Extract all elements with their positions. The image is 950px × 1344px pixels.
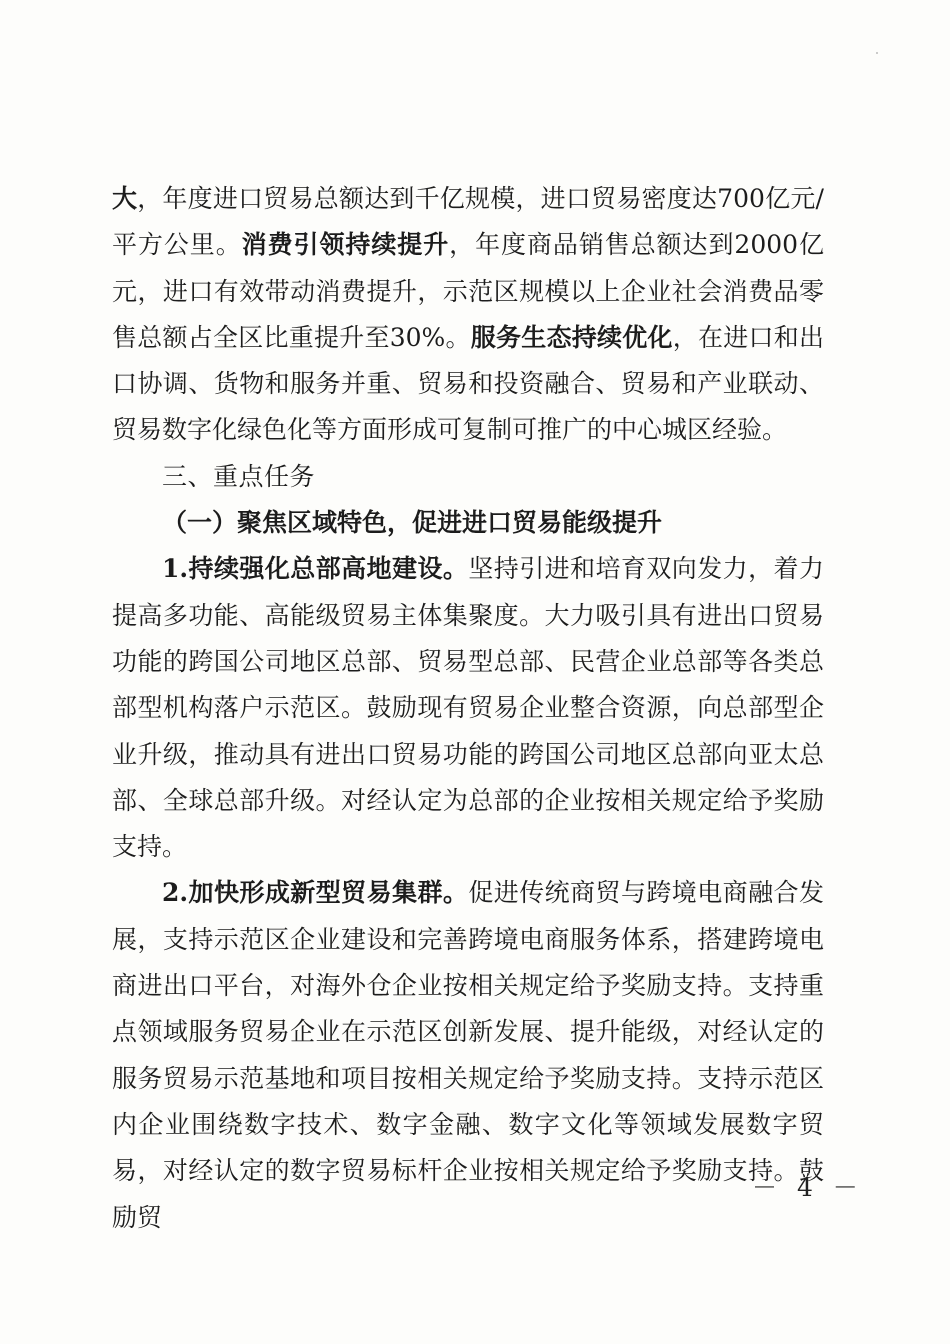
subsection-heading: （一）聚焦区域特色，促进进口贸易能级提升 xyxy=(162,508,663,538)
item-2-paragraph xyxy=(112,870,824,1240)
item-1-title: 1.持续强化总部高地建设。 xyxy=(162,554,469,584)
item-1-paragraph xyxy=(112,546,824,870)
document-body xyxy=(112,176,824,1241)
paragraph-goals xyxy=(112,176,824,454)
paragraph-text: ，年度进口贸易总额达到千亿规模，进口贸易密度达700亿元/平方公里。 xyxy=(112,184,824,260)
scan-speck xyxy=(876,52,878,54)
page-number: － 4 － xyxy=(752,1173,864,1202)
bold-phrase-consumption: 消费引领持续提升 xyxy=(241,230,450,260)
item-2-title: 2.加快形成新型贸易集群。 xyxy=(162,878,469,908)
paragraph-text: ，在进口和出口协调、货物和服务并重、贸易和投资融合、贸易和产业联动、贸易数字化绿色化等方面形成可复制可推广的中心城区经验。 xyxy=(112,322,824,445)
section-heading: 三、重点任务 xyxy=(162,461,316,491)
item-1-body: 坚持引进和培育双向发力，着力提高多功能、高能级贸易主体集聚度。大力吸引具有进出口贸易功能的跨国公司地区总部、贸易型总部、民营企业总部等各类总部型机构落户示范区。鼓励现有贸易企业整合资源，向总部型企业升级，推动具有进出口贸易功能的跨国公司地区总部向亚太总部、全球总部升级。对经认定为总部的企业按相关规定给予奖励支持。 xyxy=(112,554,824,862)
bold-phrase-service: 服务生态持续优化 xyxy=(470,322,673,352)
bold-lead: 大 xyxy=(112,184,138,213)
paragraph-text: ，年度商品销售总额达到2000亿元，进口有效带动消费提升，示范区规模以上企业社会消费品零售总额占全区比重提升至30%。 xyxy=(112,230,824,352)
item-2-body: 促进传统商贸与跨境电商融合发展，支持示范区企业建设和完善跨境电商服务体系，搭建跨境电商进出口平台，对海外仓企业按相关规定给予奖励支持。支持重点领域服务贸易企业在示范区创新发展、提升能级，对经认定的服务贸易示范基地和项目按相关规定给予奖励支持。支持示范区内企业围绕数字技术、数字金融、数字文化等领域发展数字贸易，对经认定的数字贸易标杆企业按相关规定给予奖励支持。鼓励贸 xyxy=(112,878,824,1232)
